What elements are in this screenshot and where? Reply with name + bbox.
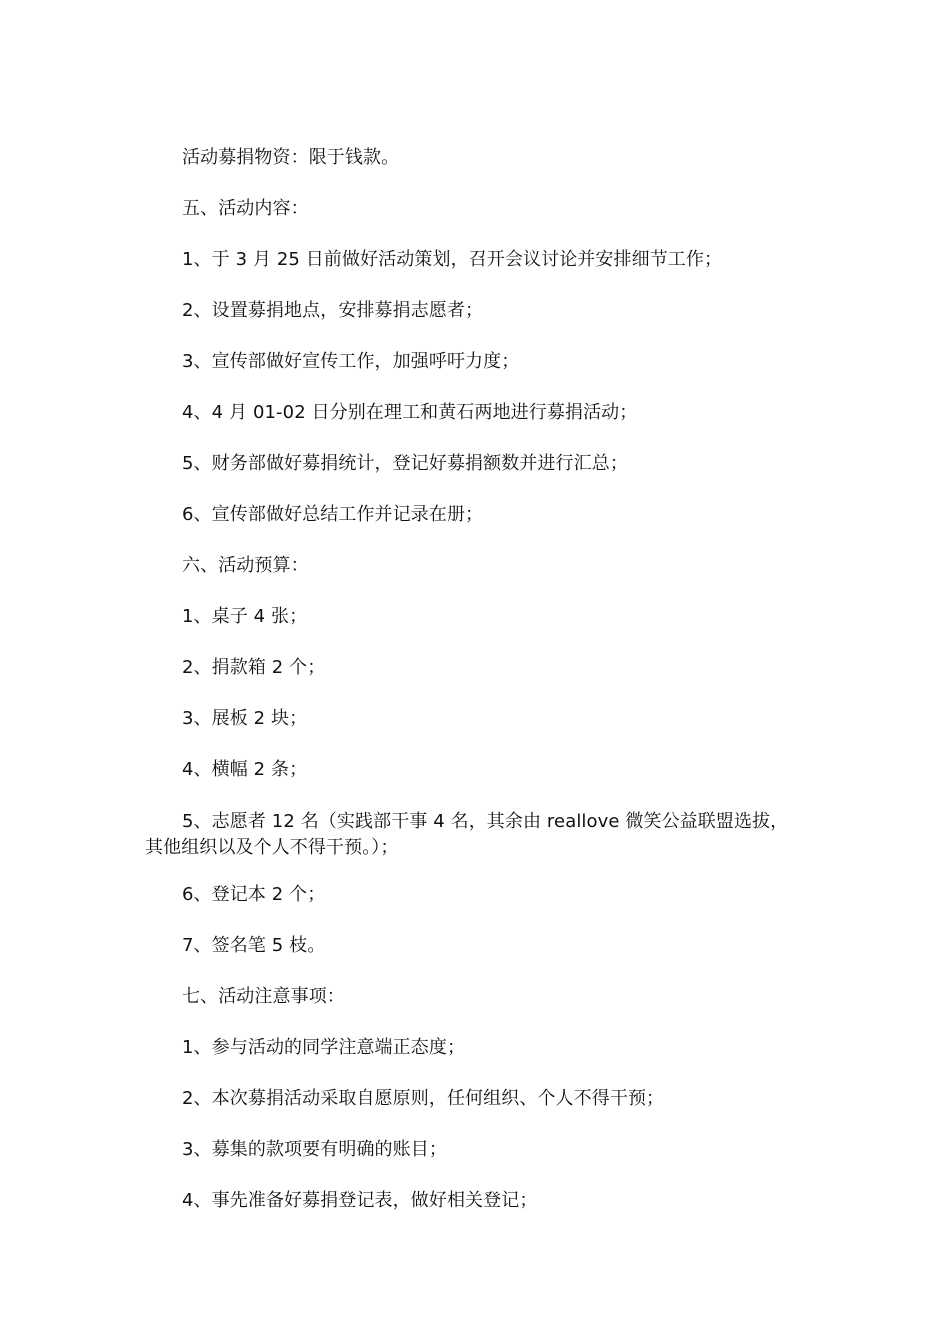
heading-activity-content: 五、活动内容： bbox=[182, 198, 309, 219]
list-item: 4、横幅 2 条； bbox=[182, 759, 308, 780]
heading-activity-budget: 六、活动预算： bbox=[182, 555, 309, 576]
document-body bbox=[145, 146, 810, 1240]
list-item: 3、展板 2 块； bbox=[182, 708, 308, 729]
volunteers-line-2: 其他组织以及个人不得干预。）； bbox=[145, 837, 399, 858]
list-item: 4、4 月 01-02 日分别在理工和黄石两地进行募捐活动； bbox=[182, 402, 638, 423]
list-item: 7、签名笔 5 枝。 bbox=[182, 935, 326, 956]
list-item: 2、本次募捐活动采取自愿原则，任何组织、个人不得干预； bbox=[182, 1088, 665, 1109]
list-item: 4、事先准备好募捐登记表，做好相关登记； bbox=[182, 1190, 538, 1211]
list-item: 2、设置募捐地点，安排募捐志愿者； bbox=[182, 300, 484, 321]
list-item: 3、募集的款项要有明确的账目； bbox=[182, 1139, 447, 1160]
list-item: 1、参与活动的同学注意端正态度； bbox=[182, 1037, 466, 1058]
list-item: 6、登记本 2 个； bbox=[182, 884, 326, 905]
list-item: 2、捐款箱 2 个； bbox=[182, 657, 326, 678]
list-item: 5、财务部做好募捐统计，登记好募捐额数并进行汇总； bbox=[182, 453, 628, 474]
list-item: 1、于 3 月 25 日前做好活动策划，召开会议讨论并安排细节工作； bbox=[182, 249, 723, 270]
list-item: 6、宣传部做好总结工作并记录在册； bbox=[182, 504, 484, 525]
list-item-volunteers bbox=[145, 809, 810, 861]
paragraph-donation-materials: 活动募捐物资：限于钱款。 bbox=[182, 147, 400, 168]
list-item: 3、宣传部做好宣传工作，加强呼吁力度； bbox=[182, 351, 520, 372]
list-item: 1、桌子 4 张； bbox=[182, 606, 308, 627]
heading-activity-notes: 七、活动注意事项： bbox=[182, 986, 345, 1007]
volunteers-line-1: 5、志愿者 12 名（实践部干事 4 名，其余由 reallove 微笑公益联盟选拔， bbox=[182, 811, 789, 832]
